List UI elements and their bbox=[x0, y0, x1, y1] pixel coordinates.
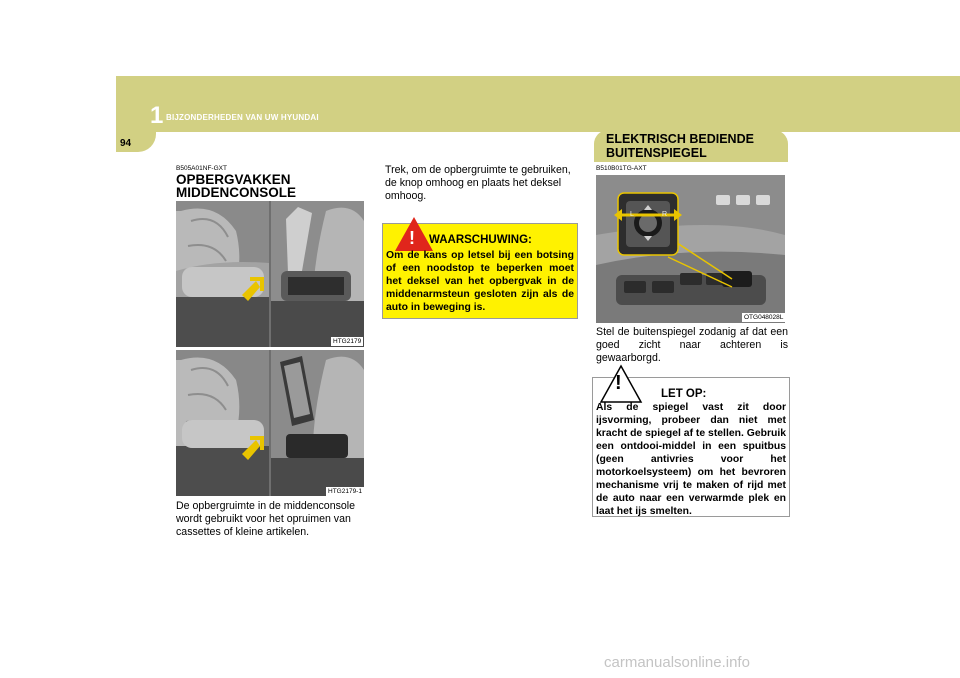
watermark: carmanualsonline.info bbox=[604, 654, 750, 671]
left-paragraph: De opbergruimte in de middenconsole wordt gebruikt voor het opruimen van cassettes of kleine artikelen. bbox=[176, 500, 356, 538]
caution-title: LET OP: bbox=[661, 388, 707, 400]
middle-paragraph: Trek, om de opbergruimte te gebruiken, de knop omhoog en plaats het deksel omhoog. bbox=[385, 164, 571, 202]
caution-text: Als de spiegel vast zit door ijsvorming, probeer dan niet met kracht de spiegel af te stellen. Gebruik een ontdooi-middel in een spuitbus (geen antivries voor het motorkoelsysteem) om het bevroren mechanisme vrij te maken of rijd met de auto naar een verwarmde plek en laat het ijs smelten. bbox=[596, 402, 786, 517]
chapter-title: BIJZONDERHEDEN VAN UW HYUNDAI bbox=[166, 113, 319, 122]
inset-label-right: R bbox=[662, 211, 668, 218]
right-paragraph: Stel de buitenspiegel zodanig af dat een goed zicht naar achteren is gewaarborgd. bbox=[596, 326, 788, 364]
photo-code: HTG2179 bbox=[333, 338, 362, 345]
section-tab bbox=[594, 130, 788, 162]
section-title-line2: BUITENSPIEGEL bbox=[606, 146, 707, 160]
page-number: 94 bbox=[120, 138, 132, 149]
mirror-switch-photo bbox=[596, 175, 785, 323]
section-code: B505A01NF-GXT bbox=[176, 165, 227, 172]
inset-label-left: L bbox=[630, 211, 634, 218]
caution-symbol: ! bbox=[615, 372, 622, 394]
warning-text: Om de kans op letsel bij een botsing of een noodstop te beperken moet het deksel van het opbergvak in de middenarmsteun gesloten zijn als de auto in beweging is. bbox=[386, 250, 574, 313]
section-code: B510B01TG-AXT bbox=[596, 165, 647, 172]
header-band bbox=[116, 76, 960, 132]
warning-symbol: ! bbox=[409, 228, 415, 248]
console-closed-photo bbox=[176, 201, 364, 347]
console-open-photo bbox=[176, 350, 364, 496]
photo-code: OTG048028L bbox=[744, 314, 784, 321]
photo-code: HTG2179-1 bbox=[328, 488, 362, 495]
section-heading-line1: OPBERGVAKKEN bbox=[176, 172, 291, 187]
caution-box bbox=[592, 372, 790, 517]
section-heading-line2: MIDDENCONSOLE bbox=[176, 185, 297, 200]
section-title-line1: ELEKTRISCH BEDIENDE bbox=[606, 132, 754, 146]
warning-box bbox=[382, 223, 578, 319]
chapter-number: 1 bbox=[150, 102, 164, 129]
warning-title: WAARSCHUWING: bbox=[429, 234, 532, 246]
